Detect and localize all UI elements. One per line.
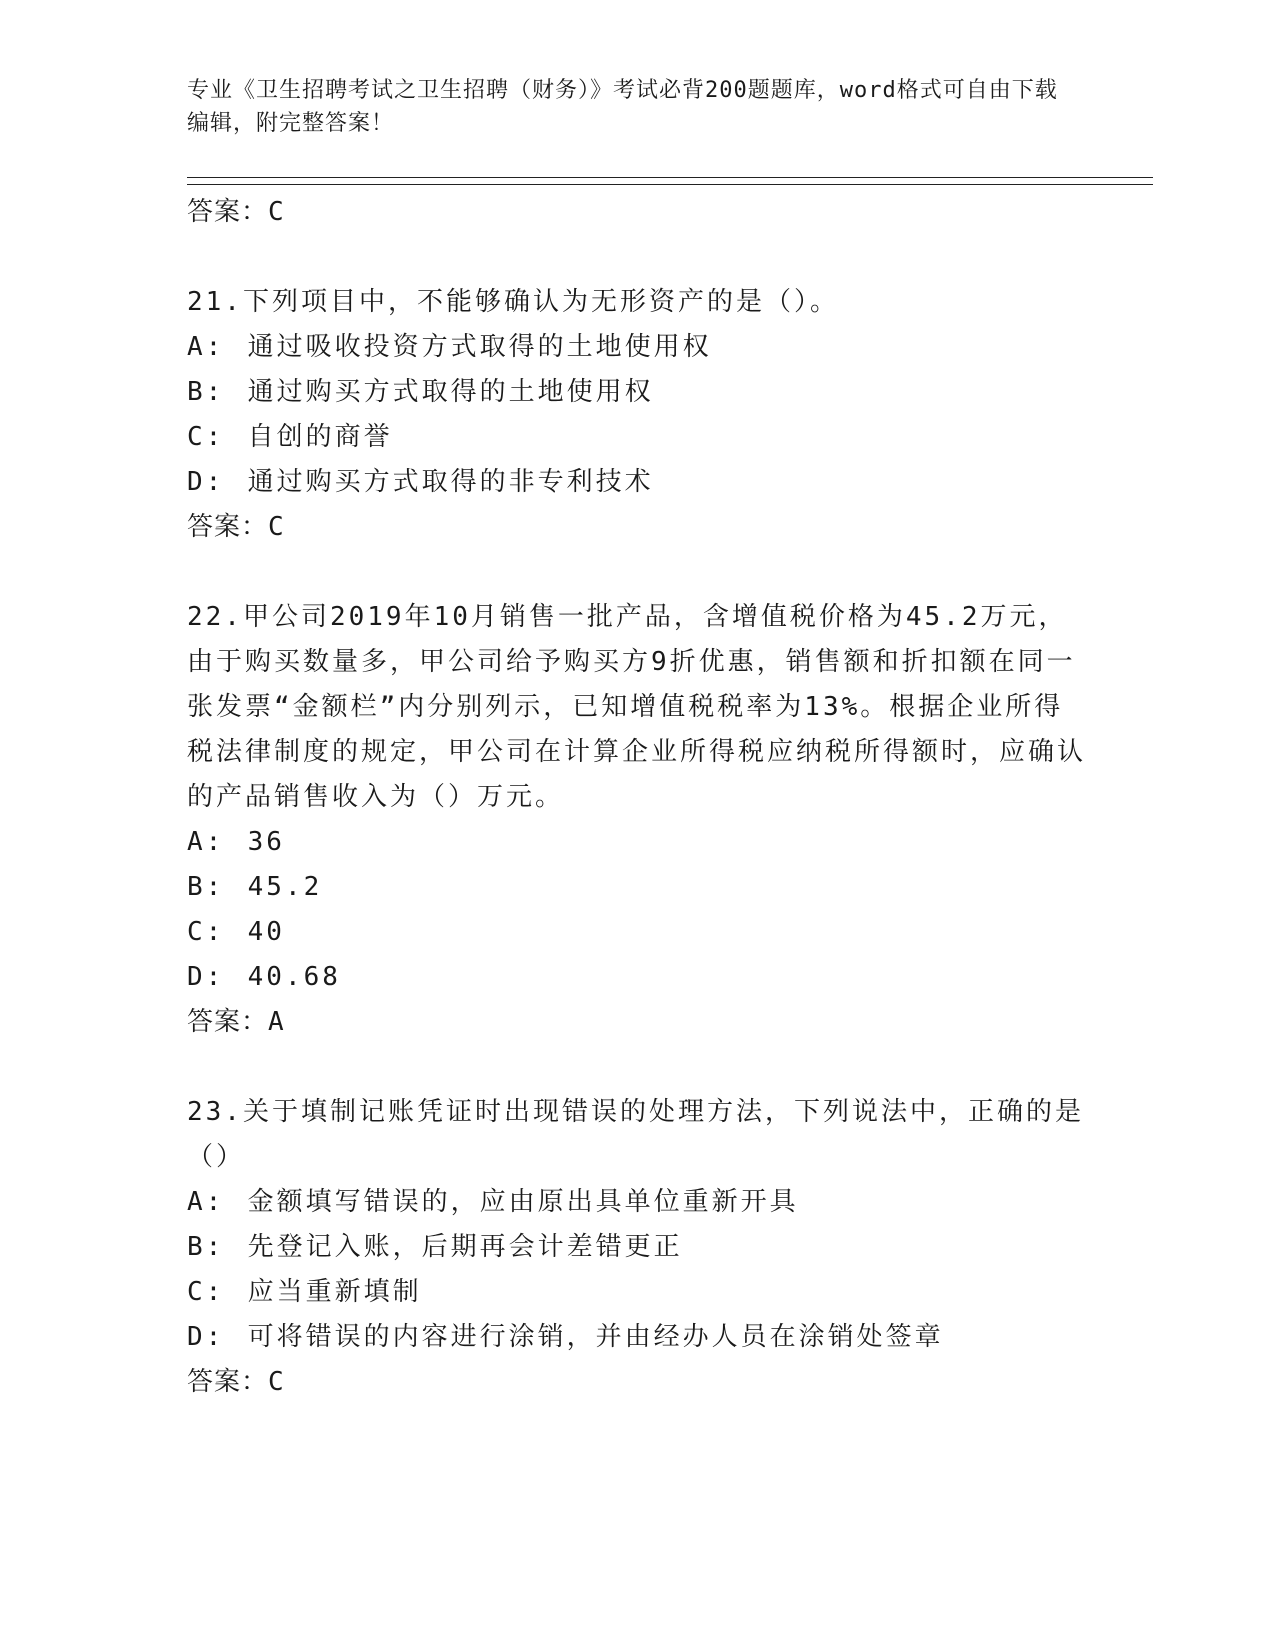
option-key: D: (187, 467, 225, 497)
option-text: 自创的商誉 (247, 422, 393, 452)
question-23 (187, 1090, 1087, 1405)
question-text: 21.下列项目中，不能够确认为无形资产的是（）。 (187, 287, 839, 317)
option-key: B: (187, 872, 225, 902)
question-21 (187, 280, 1087, 550)
option-d (187, 955, 1087, 1000)
answer: 答案：C (187, 1367, 285, 1397)
option-text: 40 (247, 917, 285, 947)
option-key: A: (187, 827, 225, 857)
option-c (187, 910, 1087, 955)
option-text: 45.2 (247, 872, 323, 902)
option-key: B: (187, 377, 225, 407)
option-key: A: (187, 332, 225, 362)
option-key: C: (187, 917, 225, 947)
option-key: C: (187, 1277, 225, 1307)
document-header: 专业《卫生招聘考试之卫生招聘（财务）》考试必背200题题库，word格式可自由下载编辑，附完整答案！ (187, 78, 1058, 136)
option-text: 可将错误的内容进行涂销，并由经办人员在涂销处签章 (247, 1322, 944, 1352)
question-text: 22.甲公司2019年10月销售一批产品，含增值税价格为45.2万元，由于购买数量多，甲公司给予购买方9折优惠，销售额和折扣额在同一张发票“金额栏”内分别列示，已知增值税税率为13%。根据企业所得税法律制度的规定，甲公司在计算企业所得税应纳税所得额时，应确认的产品销售收入为（）万元。 (187, 602, 1087, 812)
option-b (187, 1225, 1087, 1270)
option-text: 通过吸收投资方式取得的土地使用权 (247, 332, 712, 362)
option-a (187, 325, 1087, 370)
option-text: 36 (247, 827, 285, 857)
option-d (187, 1315, 1087, 1360)
option-text: 通过购买方式取得的非专利技术 (247, 467, 654, 497)
option-d (187, 460, 1087, 505)
option-text: 通过购买方式取得的土地使用权 (247, 377, 654, 407)
option-a (187, 820, 1087, 865)
document-body (187, 190, 1087, 1405)
option-a (187, 1180, 1087, 1225)
option-text: 金额填写错误的，应由原出具单位重新开具 (247, 1187, 799, 1217)
option-text: 应当重新填制 (247, 1277, 422, 1307)
option-c (187, 415, 1087, 460)
question-text: 23.关于填制记账凭证时出现错误的处理方法，下列说法中，正确的是（） (187, 1097, 1084, 1172)
option-b (187, 865, 1087, 910)
option-key: B: (187, 1232, 225, 1262)
answer: 答案：C (187, 512, 285, 542)
header-divider (187, 177, 1153, 185)
option-text: 40.68 (247, 962, 341, 992)
option-c (187, 1270, 1087, 1315)
option-key: A: (187, 1187, 225, 1217)
option-key: C: (187, 422, 225, 452)
answer: 答案：A (187, 1007, 285, 1037)
option-b (187, 370, 1087, 415)
option-key: D: (187, 1322, 225, 1352)
option-text: 先登记入账，后期再会计差错更正 (247, 1232, 683, 1262)
answer-previous: 答案：C (187, 197, 285, 227)
question-22 (187, 595, 1087, 1045)
option-key: D: (187, 962, 225, 992)
